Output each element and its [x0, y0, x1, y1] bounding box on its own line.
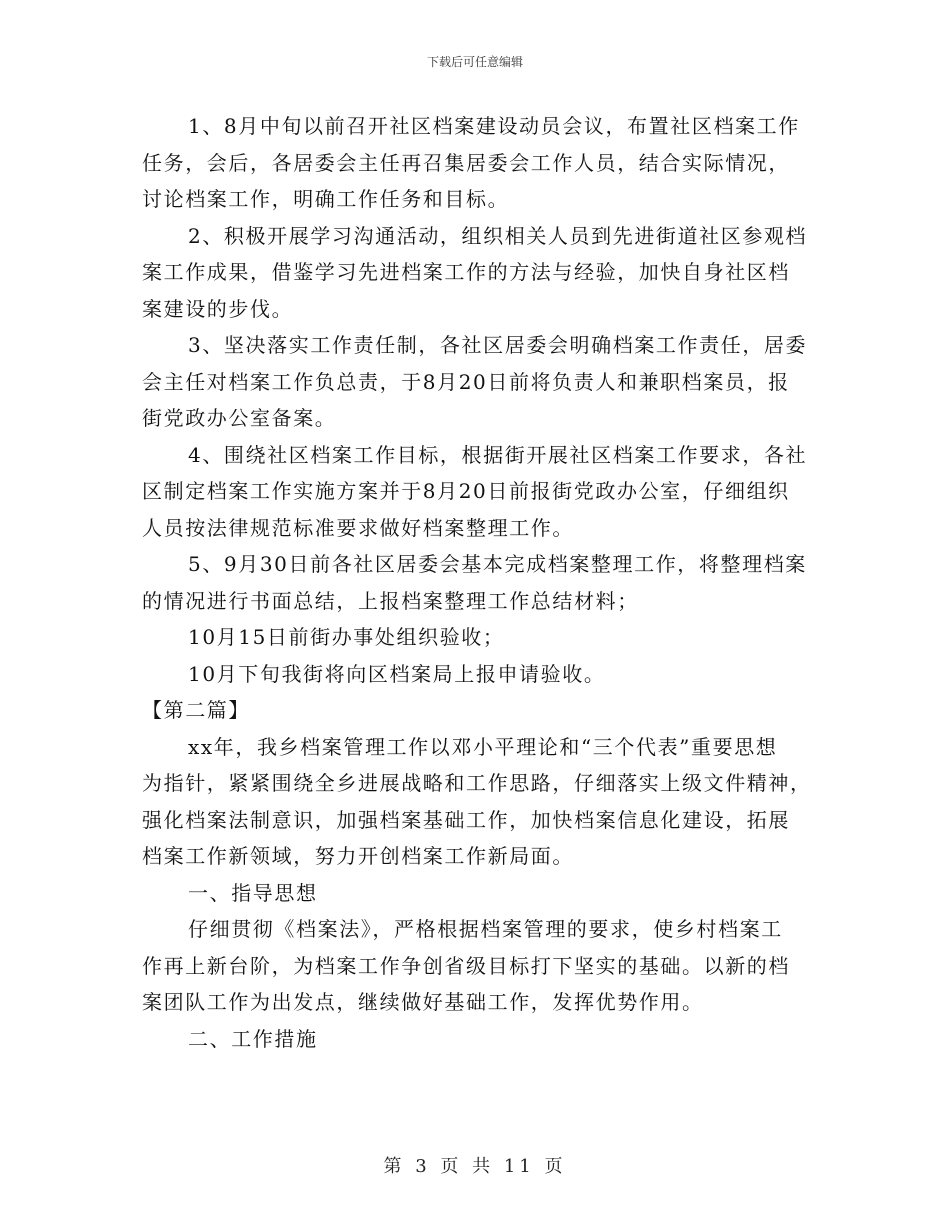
- paragraph-line: 区制定档案工作实施方案并于8月20日前报街党政办公室，仔细组织: [142, 479, 790, 503]
- paragraph-line: 4、围绕社区档案工作目标，根据街开展社区档案工作要求，各社: [188, 442, 808, 467]
- paragraph-line: 街党政办公室备案。: [142, 406, 337, 430]
- subsection-heading: 二、工作措施: [188, 1026, 318, 1051]
- document-body: [142, 108, 812, 1057]
- paragraph-line: 2、积极开展学习沟通活动，组织相关人员到先进街道社区参观档: [188, 223, 808, 248]
- paragraph-line: 1、8月中旬以前召开社区档案建设动员会议，布置社区档案工作: [188, 114, 800, 138]
- paragraph-line: 10月下旬我街将向区档案局上报申请验收。: [188, 661, 606, 686]
- page-header: 下载后可任意编辑: [426, 55, 523, 69]
- paragraph-line: 档案工作新领域，努力开创档案工作新局面。: [142, 844, 574, 868]
- paragraph-line: 任务，会后，各居委会主任再召集居委会工作人员，结合实际情况，: [142, 150, 790, 175]
- paragraph-line: 的情况进行书面总结，上报档案整理工作总结材料；: [142, 588, 639, 613]
- paragraph-line: 作再上新台阶，为档案工作争创省级目标打下坚实的基础。以新的档: [142, 953, 790, 978]
- paragraph-line: 人员按法律规范标准要求做好档案整理工作。: [142, 515, 574, 540]
- paragraph-line: 仔细贯彻《档案法》，严格根据档案管理的要求，使乡村档案工: [188, 917, 783, 941]
- paragraph-line: 10月15日前街办事处组织验收；: [188, 625, 505, 649]
- paragraph-line: 讨论档案工作，明确工作任务和目标。: [142, 187, 510, 211]
- subsection-heading: 一、指导思想: [188, 880, 318, 905]
- paragraph-line: 5、9月30日前各社区居委会基本完成档案整理工作，将整理档案: [188, 552, 807, 576]
- paragraph-line: xx年，我乡档案管理工作以邓小平理论和“三个代表”重要思想: [188, 734, 778, 759]
- paragraph-line: 案工作成果，借鉴学习先进档案工作的方法与经验，加快自身社区档: [142, 260, 790, 284]
- paragraph-line: 3、坚决落实工作责任制，各社区居委会明确档案工作责任，居委: [188, 333, 808, 357]
- paragraph-line: 为指针，紧紧围绕全乡进展战略和工作思路，仔细落实上级文件精神，: [142, 771, 812, 795]
- section-heading: 【第二篇】: [142, 698, 250, 722]
- paragraph-line: 案建设的步伐。: [142, 296, 294, 321]
- paragraph-line: 强化档案法制意识，加强档案基础工作，加快档案信息化建设，拓展: [142, 807, 790, 832]
- page-footer: 第 3 页 共 11 页: [383, 1156, 567, 1177]
- paragraph-line: 案团队工作为出发点，继续做好基础工作，发挥优势作用。: [142, 990, 704, 1014]
- paragraph-line: 会主任对档案工作负总责，于8月20日前将负责人和兼职档案员，报: [142, 369, 790, 394]
